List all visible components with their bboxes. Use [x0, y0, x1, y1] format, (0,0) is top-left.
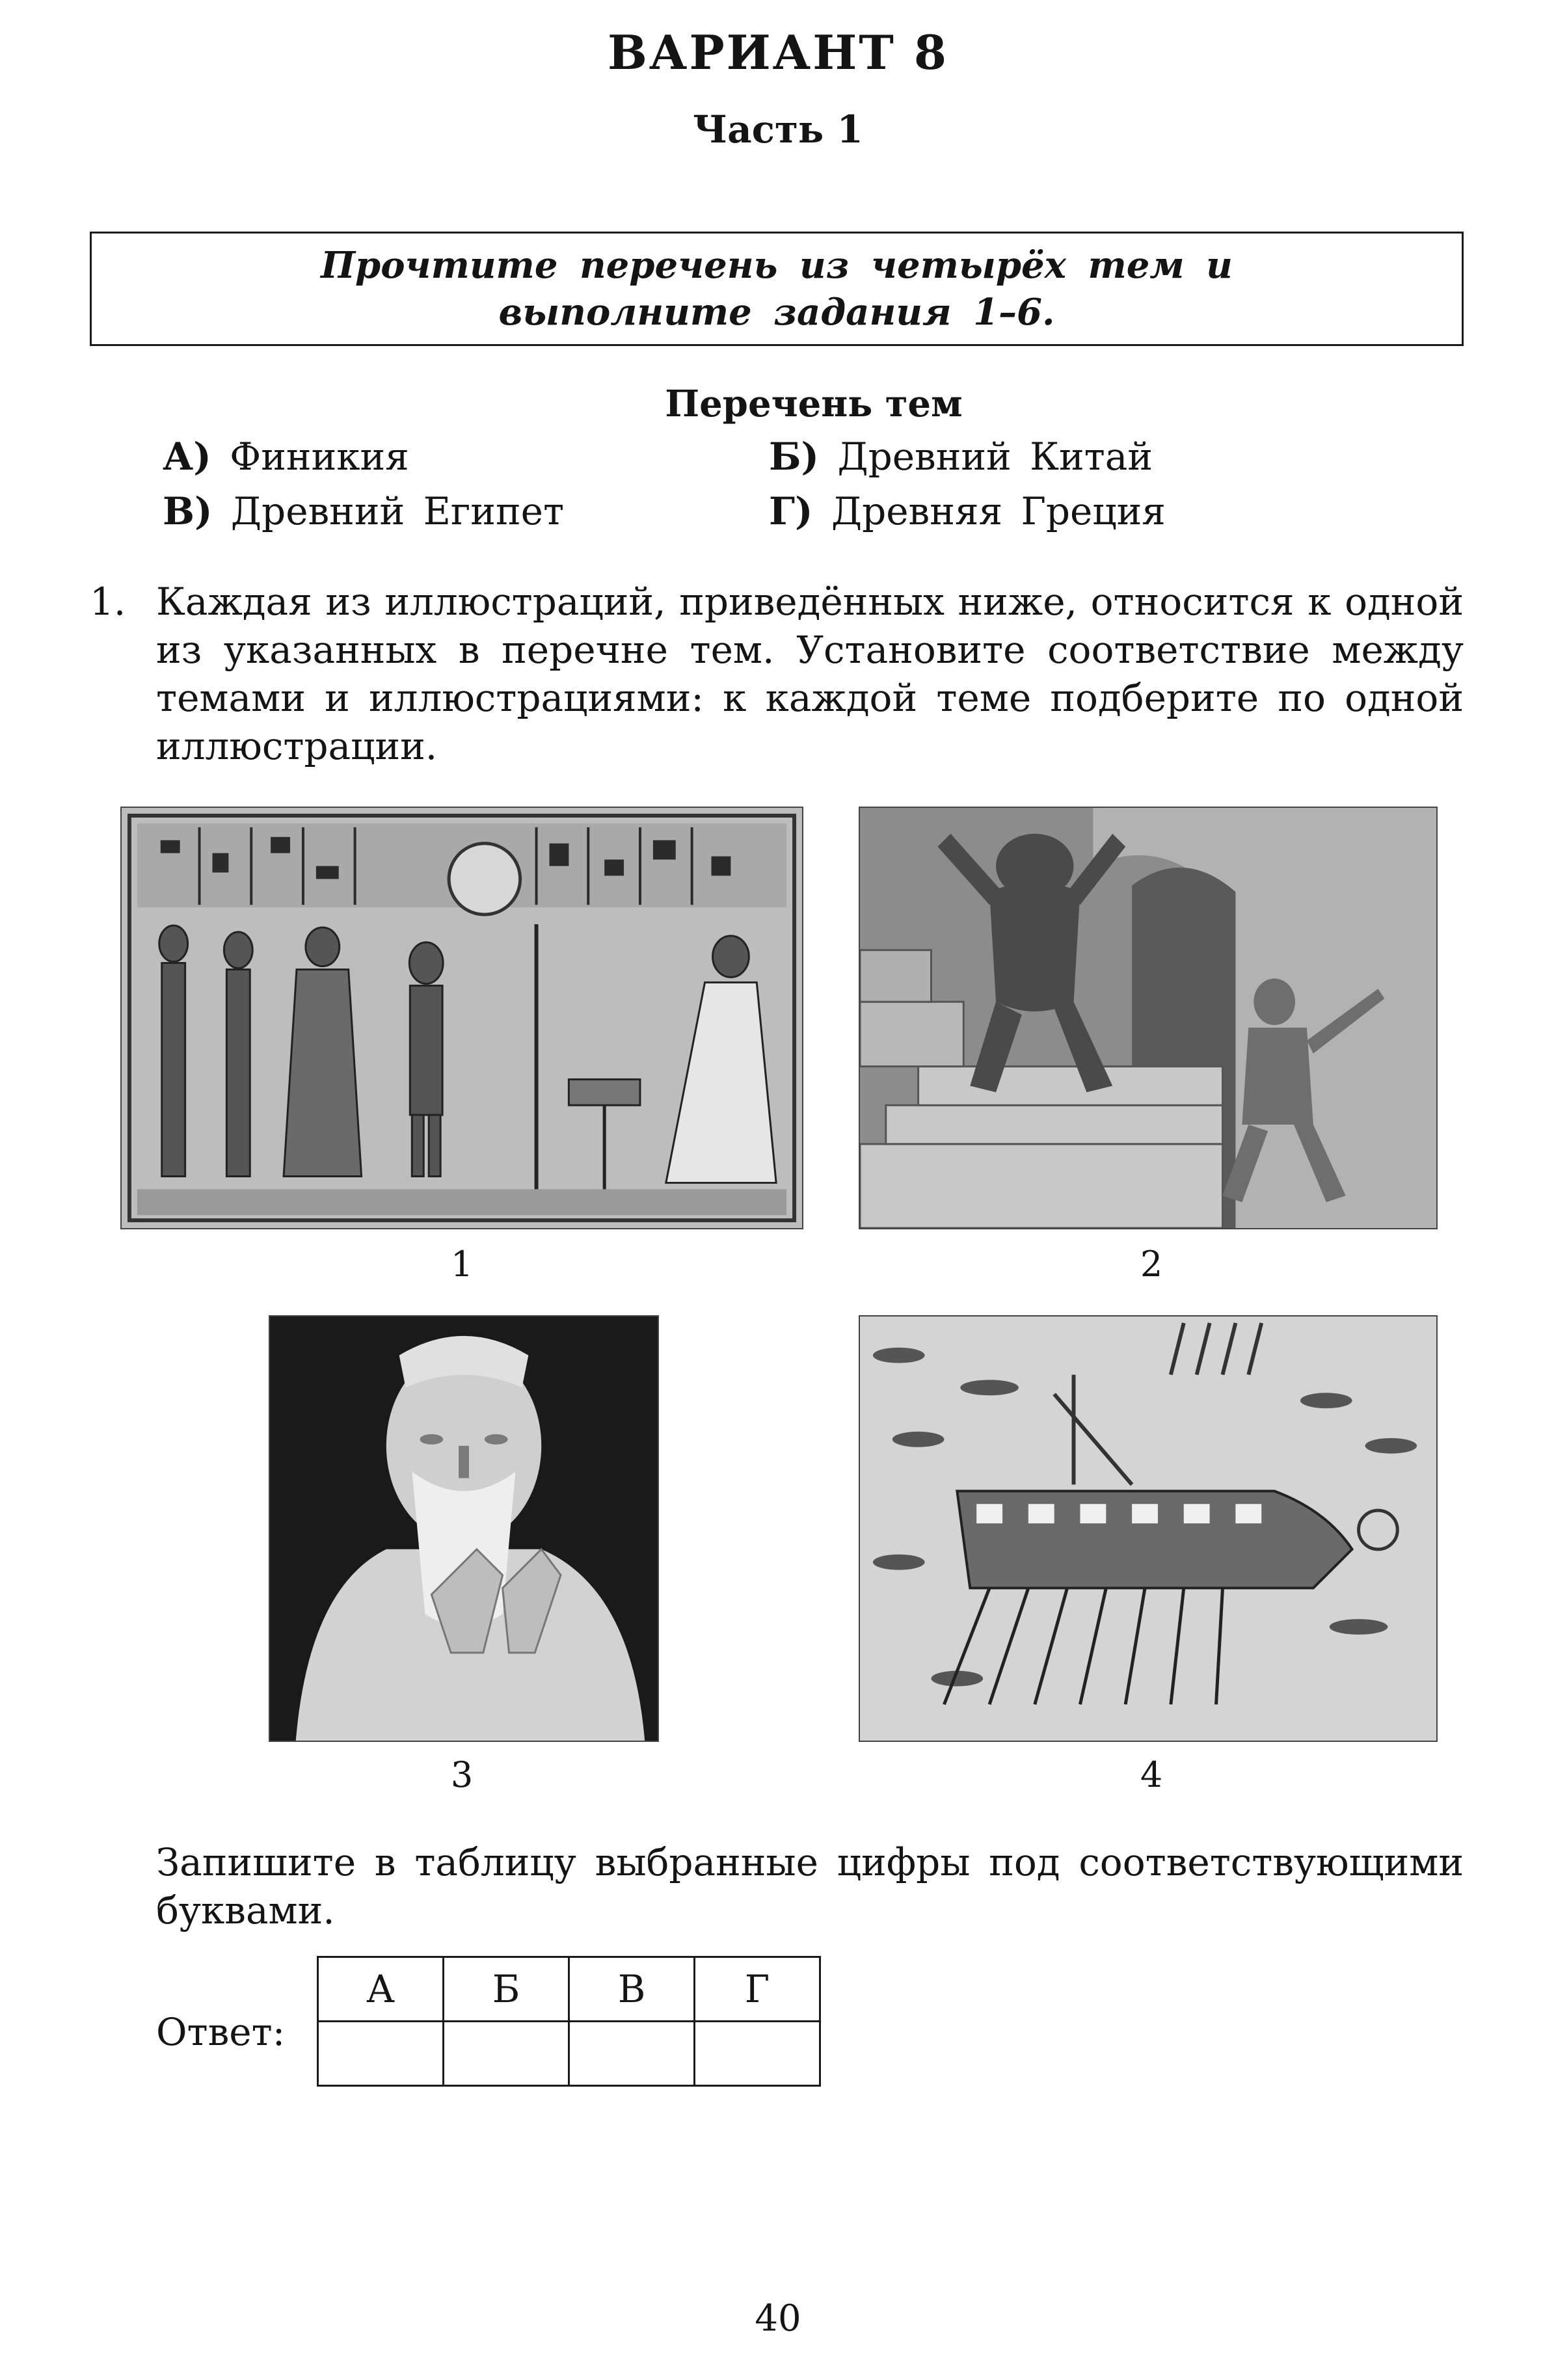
- topic-letter: Б): [769, 435, 820, 479]
- answer-instruction: Запишите в таблицу выбранные цифры под соответствующими буквами.: [156, 1840, 1464, 1932]
- answer-cell[interactable]: [695, 2022, 820, 2086]
- page-number: 40: [755, 2297, 801, 2340]
- variant-title: ВАРИАНТ 8: [607, 25, 949, 80]
- answer-input-row: [318, 2022, 820, 2086]
- topic-name: Древняя Греция: [831, 489, 1166, 533]
- topic-item: [769, 489, 1166, 533]
- topic-letter: А): [163, 435, 211, 479]
- topic-name: Древний Китай: [837, 435, 1153, 479]
- illustration-caption: 4: [1140, 1754, 1163, 1795]
- answer-cell[interactable]: [444, 2022, 569, 2086]
- answer-column-header: В: [569, 1957, 695, 2022]
- topic-name: Древний Египет: [230, 489, 565, 533]
- topic-item: [769, 435, 1153, 479]
- task-1: [90, 578, 1464, 770]
- topic-name: Финикия: [230, 435, 409, 479]
- topic-item: [163, 489, 564, 533]
- answer-column-header: Г: [695, 1957, 820, 2022]
- ancient-ship-mosaic-image: [859, 1315, 1438, 1742]
- answer-cell[interactable]: [318, 2022, 444, 2086]
- answer-column-header: Б: [444, 1957, 569, 2022]
- egyptian-fresco-image: [120, 807, 803, 1229]
- confucius-statue-image: [269, 1315, 659, 1742]
- answer-table: [317, 1956, 821, 2087]
- minotaur-theseus-image: [859, 807, 1438, 1229]
- answer-label: Ответ:: [156, 2010, 286, 2054]
- illustration-caption: 3: [450, 1754, 474, 1795]
- answer-column-header: А: [318, 1957, 444, 2022]
- illustration-caption: 1: [450, 1244, 474, 1285]
- task-text: Каждая из иллюстраций, приведённых ниже, относится к одной из указанных в перечне тем. Установите соответствие между темами и иллюстрациями: к каждой теме подберите по одной иллюстрации.: [156, 580, 1464, 768]
- answer-cell[interactable]: [569, 2022, 695, 2086]
- topic-letter: Г): [769, 489, 813, 533]
- instruction-box: [90, 232, 1464, 346]
- part-title: Часть 1: [693, 107, 863, 152]
- illustration-caption: 2: [1140, 1244, 1163, 1285]
- instruction-text: Прочтите перечень из четырёх тем и выполните задания 1–6.: [321, 244, 1233, 334]
- answer-header-row: [318, 1957, 820, 2022]
- topic-letter: В): [163, 489, 213, 533]
- topics-heading: Перечень тем: [665, 382, 963, 425]
- task-number: 1.: [90, 580, 126, 624]
- topic-item: [163, 435, 409, 479]
